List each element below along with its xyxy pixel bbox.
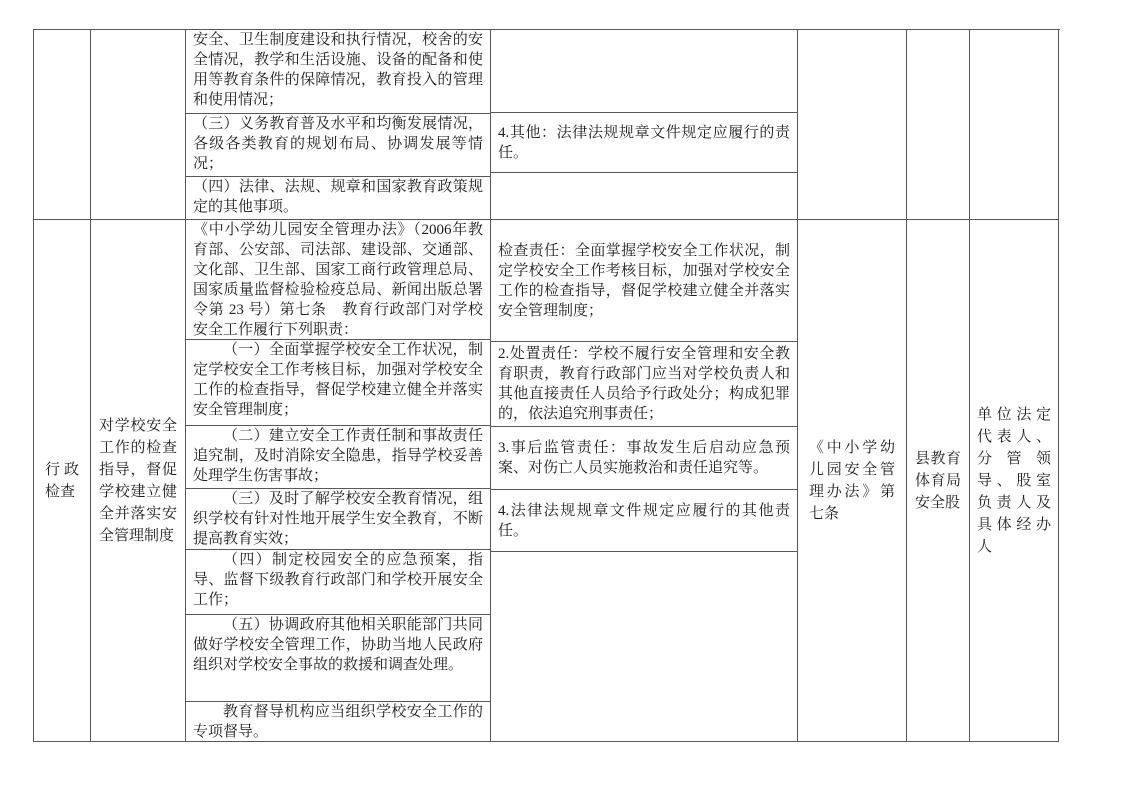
cell-text: 4.其他：法律法规规章文件规定应履行的责任。	[498, 124, 790, 161]
cell-item-empty	[91, 30, 186, 220]
cell-duty-supervision: 教育督导机构应当组织学校安全工作的专项督导。	[186, 702, 491, 742]
cell-responsibility-other	[491, 113, 798, 173]
cell-accountable-empty	[970, 30, 1059, 220]
cell-responsibility-empty	[491, 552, 798, 742]
cell-text: 检查责任：全面掌握学校安全工作状况，制定学校安全工作考核目标，加强对学校安全工作的检查指导，督促学校建立健全并落实安全管理制度；	[498, 242, 790, 319]
category-label: 行政检查	[45, 461, 79, 500]
cell-responsibility-inspection	[491, 220, 798, 342]
cell-duty-5: （五）协调政府其他相关职能部门共同做好学校安全管理工作，协助当地人民政府组织对学校安全事故的救援和调查处理。	[186, 615, 491, 702]
cell-duty-2: （二）建立安全工作责任制和事故责任追究制，及时消除安全隐患，指导学校妥善处理学生伤害事故；	[186, 426, 491, 489]
cell-accountable-persons	[970, 220, 1059, 742]
implementing-unit-label: 县教育体育局安全股	[915, 450, 961, 511]
cell-responsibility-legal-other	[491, 490, 798, 552]
cell-responsibility-post-supervision	[491, 427, 798, 490]
cell-duty-4: （四）制定校园安全的应急预案，指导、监督下级教育行政部门和学校开展安全工作；	[186, 550, 491, 615]
cell-legal-basis-item3: （三）义务教育普及水平和均衡发展情况，各级各类教育的规划布局、协调发展等情况；	[186, 114, 491, 177]
cell-implementer-empty	[907, 30, 970, 220]
table-row-continuation	[34, 30, 1060, 220]
cell-duty-1: （一）全面掌握学校安全工作状况，制定学校安全工作考核目标，加强对学校安全工作的检查指导，督促学校建立健全并落实安全管理制度；	[186, 340, 491, 426]
accountable-persons-label: 单位法定代表人、分管领导、股室负责人及具体经办人	[977, 406, 1051, 555]
cell-text: 3.事后监管责任：事故发生后启动应急预案、对伤亡人员实施救治和责任追究等。	[498, 440, 790, 476]
cell-responsibility-empty-2	[491, 173, 798, 220]
column-legal-basis	[186, 220, 491, 742]
cell-legal-basis-item4: （四）法律、法规、规章和国家教育政策规定的其他事项。	[186, 177, 491, 220]
cell-implementing-unit	[907, 220, 970, 742]
cell-basis-reference	[798, 220, 907, 742]
table-row-admin-inspection	[34, 220, 1060, 742]
cell-category-empty	[34, 30, 91, 220]
column-responsibilities	[491, 220, 798, 742]
cell-text: 2.处置责任：学校不履行安全管理和安全教育职责，教育行政部门应当对学校负责人和其他直接责任人员给予行政处分；构成犯罪的，依法追究刑事责任；	[498, 346, 790, 422]
column-responsibilities	[491, 30, 798, 220]
cell-responsibility-disposal	[491, 342, 798, 427]
cell-text: 4.法律法规规章文件规定应履行的其他责任。	[498, 502, 790, 539]
cell-inspection-item	[91, 220, 186, 742]
cell-duty-3: （三）及时了解学校安全教育情况，组织学校有针对性地开展学生安全教育，不断提高教育实效；	[186, 489, 491, 550]
cell-basis-ref-empty	[798, 30, 907, 220]
inspection-item-label: 对学校安全工作的检查指导，督促学校建立健全并落实安全管理制度	[99, 417, 177, 544]
column-legal-basis	[186, 30, 491, 220]
basis-reference-label: 《中小学幼儿园安全管理办法》第七条	[809, 439, 895, 522]
cell-responsibility-empty	[491, 30, 798, 113]
cell-legal-basis-continued: 安全、卫生制度建设和执行情况，校舍的安全情况，教学和生活设施、设备的配备和使用等教育条件的保障情况，教育投入的管理和使用情况；	[186, 30, 491, 114]
inspection-duties-table	[33, 29, 1060, 742]
cell-legal-basis-citation: 《中小学幼儿园安全管理办法》（2006年教育部、公安部、司法部、建设部、交通部、文化部、卫生部、国家工商行政管理总局、国家质量监督检验检疫总局、新闻出版总署令第 23 号）第七条 教育行政部门对学校安全工作履行下列职责：	[186, 220, 491, 340]
cell-category-admin-inspection	[34, 220, 91, 742]
